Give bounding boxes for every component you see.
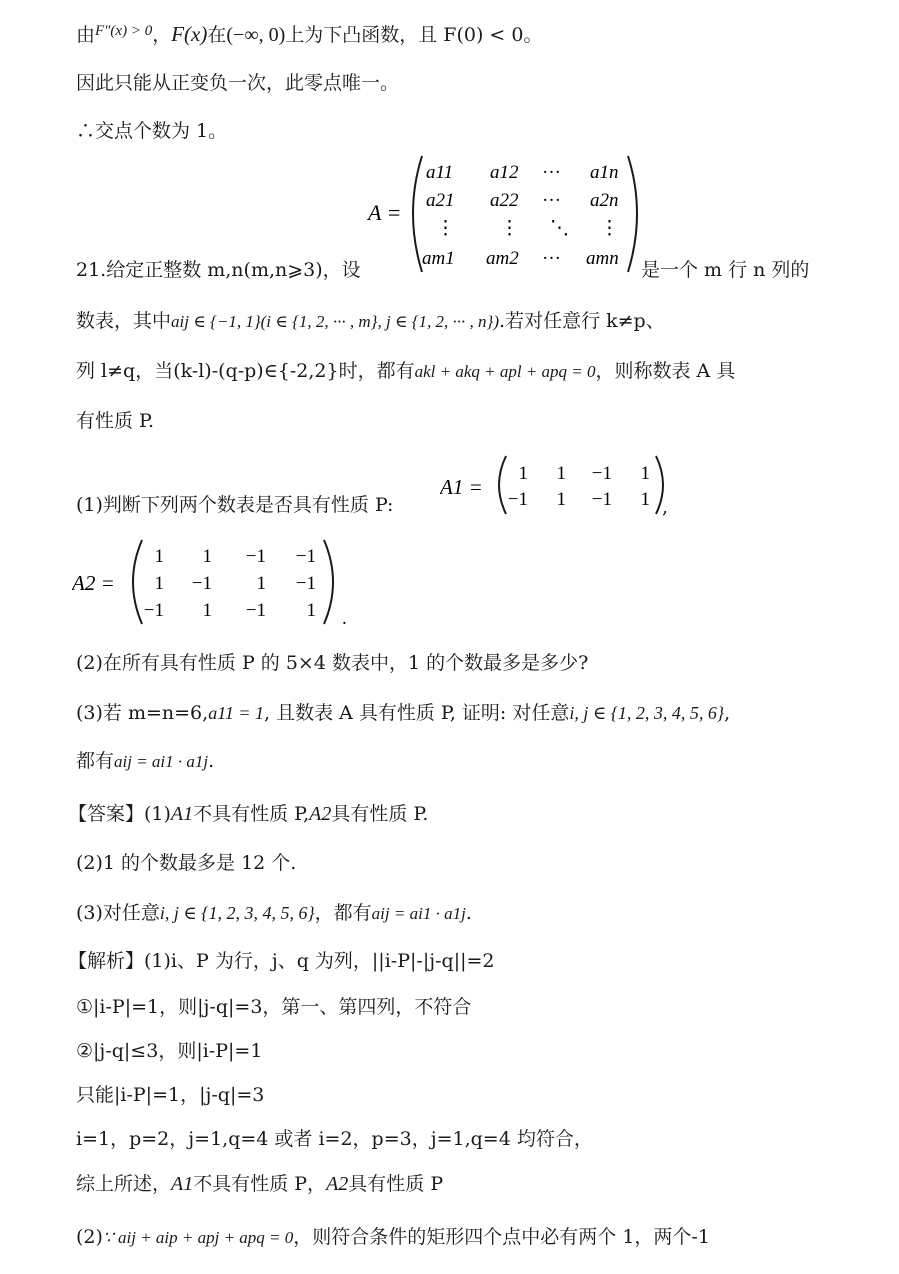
text: . [465, 902, 472, 924]
line-conclusion-count: ∴交点个数为 1。 [76, 120, 228, 142]
text: , [724, 702, 731, 724]
math-a1: A1 [171, 1173, 194, 1195]
cell: ··· [542, 190, 561, 211]
text: ，都有 [314, 902, 372, 924]
line-answer-1 [68, 802, 428, 826]
cell: 1 [154, 546, 164, 567]
math-sum-zero: ∵ aij + aip + apj + apq = 0 [102, 1228, 294, 1247]
text: ，则符合条件的矩形四个点中必有两个 1，两个-1 [293, 1226, 710, 1248]
line-analysis-case-1: ①|i-P|=1，则|j-q|=3，第一、第四列，不符合 [76, 996, 472, 1018]
cell: 1 [556, 489, 566, 510]
left-paren [499, 456, 506, 514]
cell: 1 [306, 600, 316, 621]
line-property-p: 有性质 P. [76, 410, 155, 432]
math-sum-zero: akl + akq + apl + apq = 0 [414, 362, 596, 381]
cell: −1 [143, 600, 164, 621]
cell: a22 [490, 190, 519, 211]
cell: −1 [191, 573, 212, 594]
text: 在 [207, 24, 227, 46]
cell: a1n [590, 162, 619, 183]
line-unique-zero: 因此只能从正变负一次，此零点唯一。 [76, 72, 400, 94]
cell: −1 [295, 546, 316, 567]
text: 列 l≠q，当(k-l)-(q-p)∈{-2,2}时，都有 [76, 360, 415, 382]
math-entry-set: aij ∈ {−1, 1}(i ∈ {1, 2, ··· , m}, j ∈ {1, 2, ··· , n}) [171, 312, 500, 331]
line-problem-21-tail: 是一个 m 行 n 列的 [641, 259, 810, 281]
text: ，则称数表 A 具 [595, 360, 736, 382]
math-a2: A2 [309, 803, 332, 825]
cell: a12 [490, 162, 519, 183]
matrix-a2 [72, 536, 362, 628]
math-interval: (−∞, 0) [226, 24, 286, 46]
math-a11: a11 = 1 [208, 703, 264, 723]
math-index-set: i, j ∈ {1, 2, 3, 4, 5, 6} [569, 703, 725, 723]
line-analysis-2 [76, 1226, 710, 1249]
line-analysis-summary [76, 1172, 443, 1196]
text: . [208, 750, 215, 772]
text: .若对任意行 k≠p、 [499, 310, 665, 332]
line-analysis-1: 【解析】(1)i、P 为行，j、q 为列，||i-P|-|j-q||=2 [68, 950, 495, 972]
cell: ⋱ [550, 218, 569, 239]
cell: −1 [245, 546, 266, 567]
cell: 1 [256, 573, 266, 594]
cell: −1 [591, 489, 612, 510]
line-analysis-fits: i=1，p=2，j=1,q=4 或者 i=2，p=3，j=1,q=4 均符合， [76, 1128, 593, 1150]
cell: −1 [245, 600, 266, 621]
text: 【答案】(1) [68, 803, 171, 825]
math-a2: A2 [326, 1173, 349, 1195]
cell: a21 [426, 190, 455, 211]
matrix-a1 [440, 452, 680, 518]
cell: −1 [295, 573, 316, 594]
problem-number-text: 21.给定正整数 m,n(m,n⩾3)，设 [76, 259, 361, 281]
cell: a2n [590, 190, 619, 211]
line-analysis-case-2: ②|j-q|≤3，则|i-P|=1 [76, 1040, 263, 1062]
right-paren [628, 156, 637, 272]
text: 数表，其中 [76, 310, 172, 332]
cell: −1 [591, 463, 612, 484]
cell: 1 [518, 463, 528, 484]
cell: −1 [507, 489, 528, 510]
text: 都有 [76, 750, 115, 772]
cell: 1 [202, 546, 212, 567]
text: 不具有性质 P, [193, 803, 310, 825]
comma: , [662, 496, 669, 518]
cell: amn [586, 248, 619, 269]
right-paren [324, 540, 333, 624]
math-a1: A1 [170, 803, 194, 825]
line-entries-definition [76, 310, 665, 333]
cell: am1 [422, 248, 455, 269]
line-analysis-only: 只能|i-P|=1，|j-q|=3 [76, 1084, 265, 1106]
line-answer-3 [76, 902, 472, 925]
text: (3)若 m=n=6, [76, 702, 209, 724]
period: . [342, 608, 347, 628]
line-question-2: (2)在所有具有性质 P 的 5×4 数表中，1 的个数最多是多少? [76, 652, 589, 674]
cell: 1 [202, 600, 212, 621]
cell: 1 [640, 463, 650, 484]
line-question-3-claim [76, 750, 214, 773]
text: , 且数表 A 具有性质 P, 证明: 对任意 [264, 702, 570, 724]
matrix-label: A2 = [72, 571, 115, 595]
text: 具有性质 P [348, 1173, 444, 1195]
text: 上为下凸函数，且 F(0) < 0。 [285, 24, 543, 46]
cell: am2 [486, 248, 519, 269]
cell: a11 [426, 162, 454, 183]
line-answer-2: (2)1 的个数最多是 12 个. [76, 852, 297, 874]
math-product: aij = ai1 · a1j [114, 752, 209, 771]
line-problem-21-start [76, 259, 361, 282]
math-index-set: i, j ∈ {1, 2, 3, 4, 5, 6} [159, 903, 315, 923]
line-convexity [76, 22, 542, 47]
text: 由 [76, 24, 96, 46]
text: 不具有性质 P， [193, 1173, 327, 1195]
line-property-condition [76, 360, 735, 383]
math-f-second-derivative: F″(x) > 0 [95, 23, 153, 39]
cell: 1 [640, 489, 650, 510]
cell: ··· [542, 248, 561, 269]
left-paren [413, 156, 422, 272]
matrix-label: A1 = [440, 475, 483, 499]
line-question-3 [76, 702, 730, 725]
line-question-1: (1)判断下列两个数表是否具有性质 P: [76, 494, 394, 516]
math-product: aij = ai1 · a1j [371, 904, 466, 923]
matrix-a-general [360, 148, 650, 278]
left-paren [133, 540, 142, 624]
cell: ⋮ [500, 218, 519, 239]
text: ， [152, 24, 172, 46]
cell: ⋮ [436, 218, 455, 239]
math-fx: F(x) [171, 22, 208, 46]
matrix-label: A = [368, 200, 402, 225]
text: (3)对任意 [76, 902, 160, 924]
cell: ··· [542, 162, 561, 183]
text: 具有性质 P. [331, 803, 429, 825]
cell: 1 [556, 463, 566, 484]
text: 综上所述， [76, 1173, 172, 1195]
cell: ⋮ [600, 218, 619, 239]
cell: 1 [154, 573, 164, 594]
text: (2) [76, 1226, 103, 1248]
